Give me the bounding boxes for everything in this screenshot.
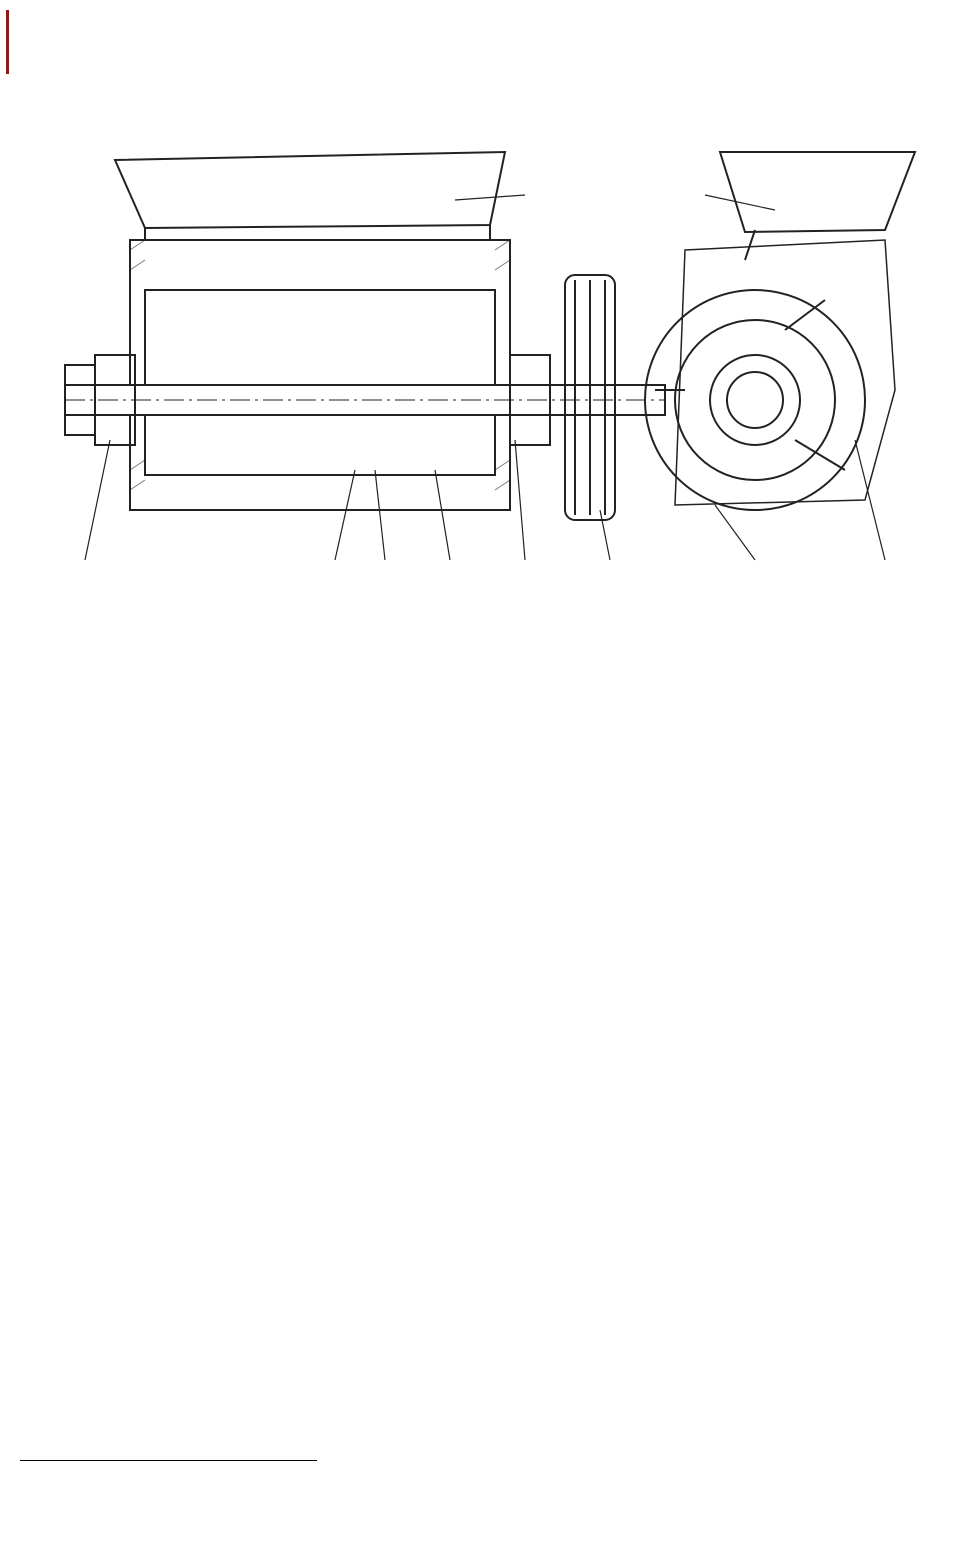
crusher-cross-section — [645, 152, 915, 510]
footnote-separator — [20, 1460, 317, 1461]
crusher-drawing — [55, 140, 930, 600]
crusher-technical-drawing-svg — [55, 140, 930, 600]
running-header — [6, 10, 946, 74]
cylinder-housing-left — [130, 240, 510, 510]
hopper-left — [115, 152, 505, 228]
